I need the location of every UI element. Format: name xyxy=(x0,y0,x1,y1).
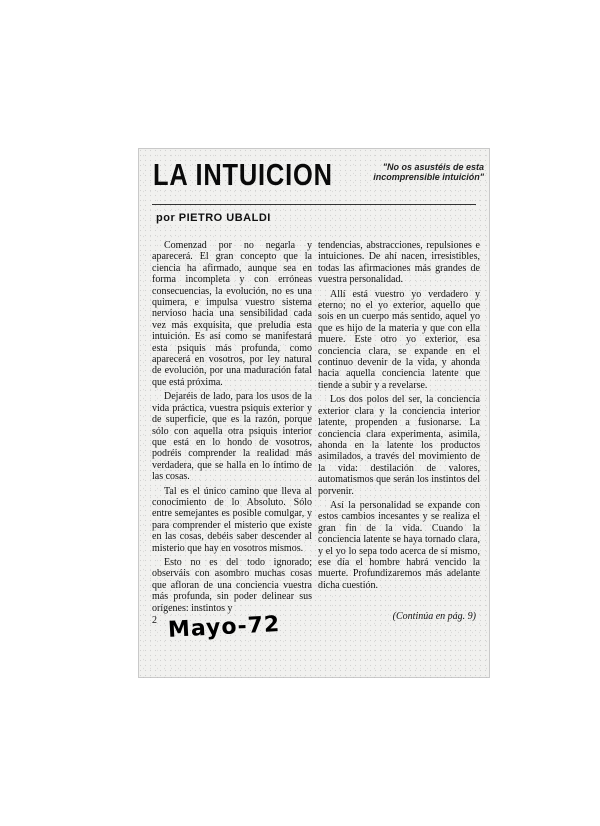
article-byline: por PIETRO UBALDI xyxy=(156,212,271,224)
paragraph: tendencias, abstracciones, repulsiones e intuiciones. De ahí nacen, irresistibles, todas las afirmaciones más grandes de vuestra personalidad. xyxy=(318,240,480,286)
paragraph: Dejaréis de lado, para los usos de la vida práctica, vuestra psiquis exterior y de superficie, que es la razón, porque sólo con aquella otra psiquis interior que está en lo hondo de vosotros, podréis comprender la realidad más verdadera, que se halla en lo íntimo de las cosas. xyxy=(152,391,312,483)
right-column xyxy=(318,240,480,594)
left-column xyxy=(152,240,312,617)
newspaper-clipping xyxy=(138,148,490,678)
continued-note: (Continúa en pág. 9) xyxy=(392,611,476,622)
paragraph: Esto no es del todo ignorado; observáis con asombro muchas cosas que afloran de una conciencia vuestra más profunda, sin poder delinear sus orígenes: instintos y xyxy=(152,556,312,614)
paragraph: Allí está vuestro yo verdadero y eterno; no el yo exterior, aquello que sois en un cuerpo más sentido, aquel yo que es hijo de la materia y que con ella muere. Este otro yo exterior, esa conciencia clara, se expande en el continuo devenir de la vida, y ahonda hacia aquella conciencia latente que tiende a subir y a revelarse. xyxy=(318,288,480,391)
paragraph: Los dos polos del ser, la conciencia exterior clara y la conciencia interior latente, propenden a fusionarse. La conciencia clara experimenta, asimila, ahonda en la latente los productos asimilados, a través del movimiento de la vida: destilación de valores, automatismos que serán los instintos del porvenir. xyxy=(318,394,480,497)
paragraph: Comenzad por no negarla y aparecerá. El gran concepto que la ciencia ha afirmado, aunque sea en forma incompleta y con erróneas consecuencias, la evolución, no es una quimera, e impulsa vuestro sistema nervioso hacia una sensibilidad cada vez más exquisita, que preludia esta intuición. Es así como se manifestará esta psiquis más profunda, como aparecerá en vosotros, por ley natural de evolución, por una maduración fatal que está próxima. xyxy=(152,240,312,388)
handwritten-date: Mayo-72 xyxy=(167,612,281,643)
article-quote: "No os asustéis de esta incomprensible intuición" xyxy=(373,162,484,182)
page-number: 2 xyxy=(152,615,157,626)
paragraph: Tal es el único camino que lleva al conocimiento de lo Absoluto. Sólo entre semejantes es posible comulgar, y para comprender el misterio que existe en las cosas, debéis saber descender al misterio que hay en vosotros mismos. xyxy=(152,485,312,554)
paragraph: Así la personalidad se expande con estos cambios incesantes y se realiza el gran fin de la vida. Cuando la conciencia latente se haya tornado clara, y el yo lo sepa todo acerca de sí mismo, ese día el hombre habrá vencido la muerte. Profundizaremos más adelante dicha cuestión. xyxy=(318,499,480,591)
divider xyxy=(152,204,476,205)
article-title: LA INTUICION xyxy=(153,157,333,192)
